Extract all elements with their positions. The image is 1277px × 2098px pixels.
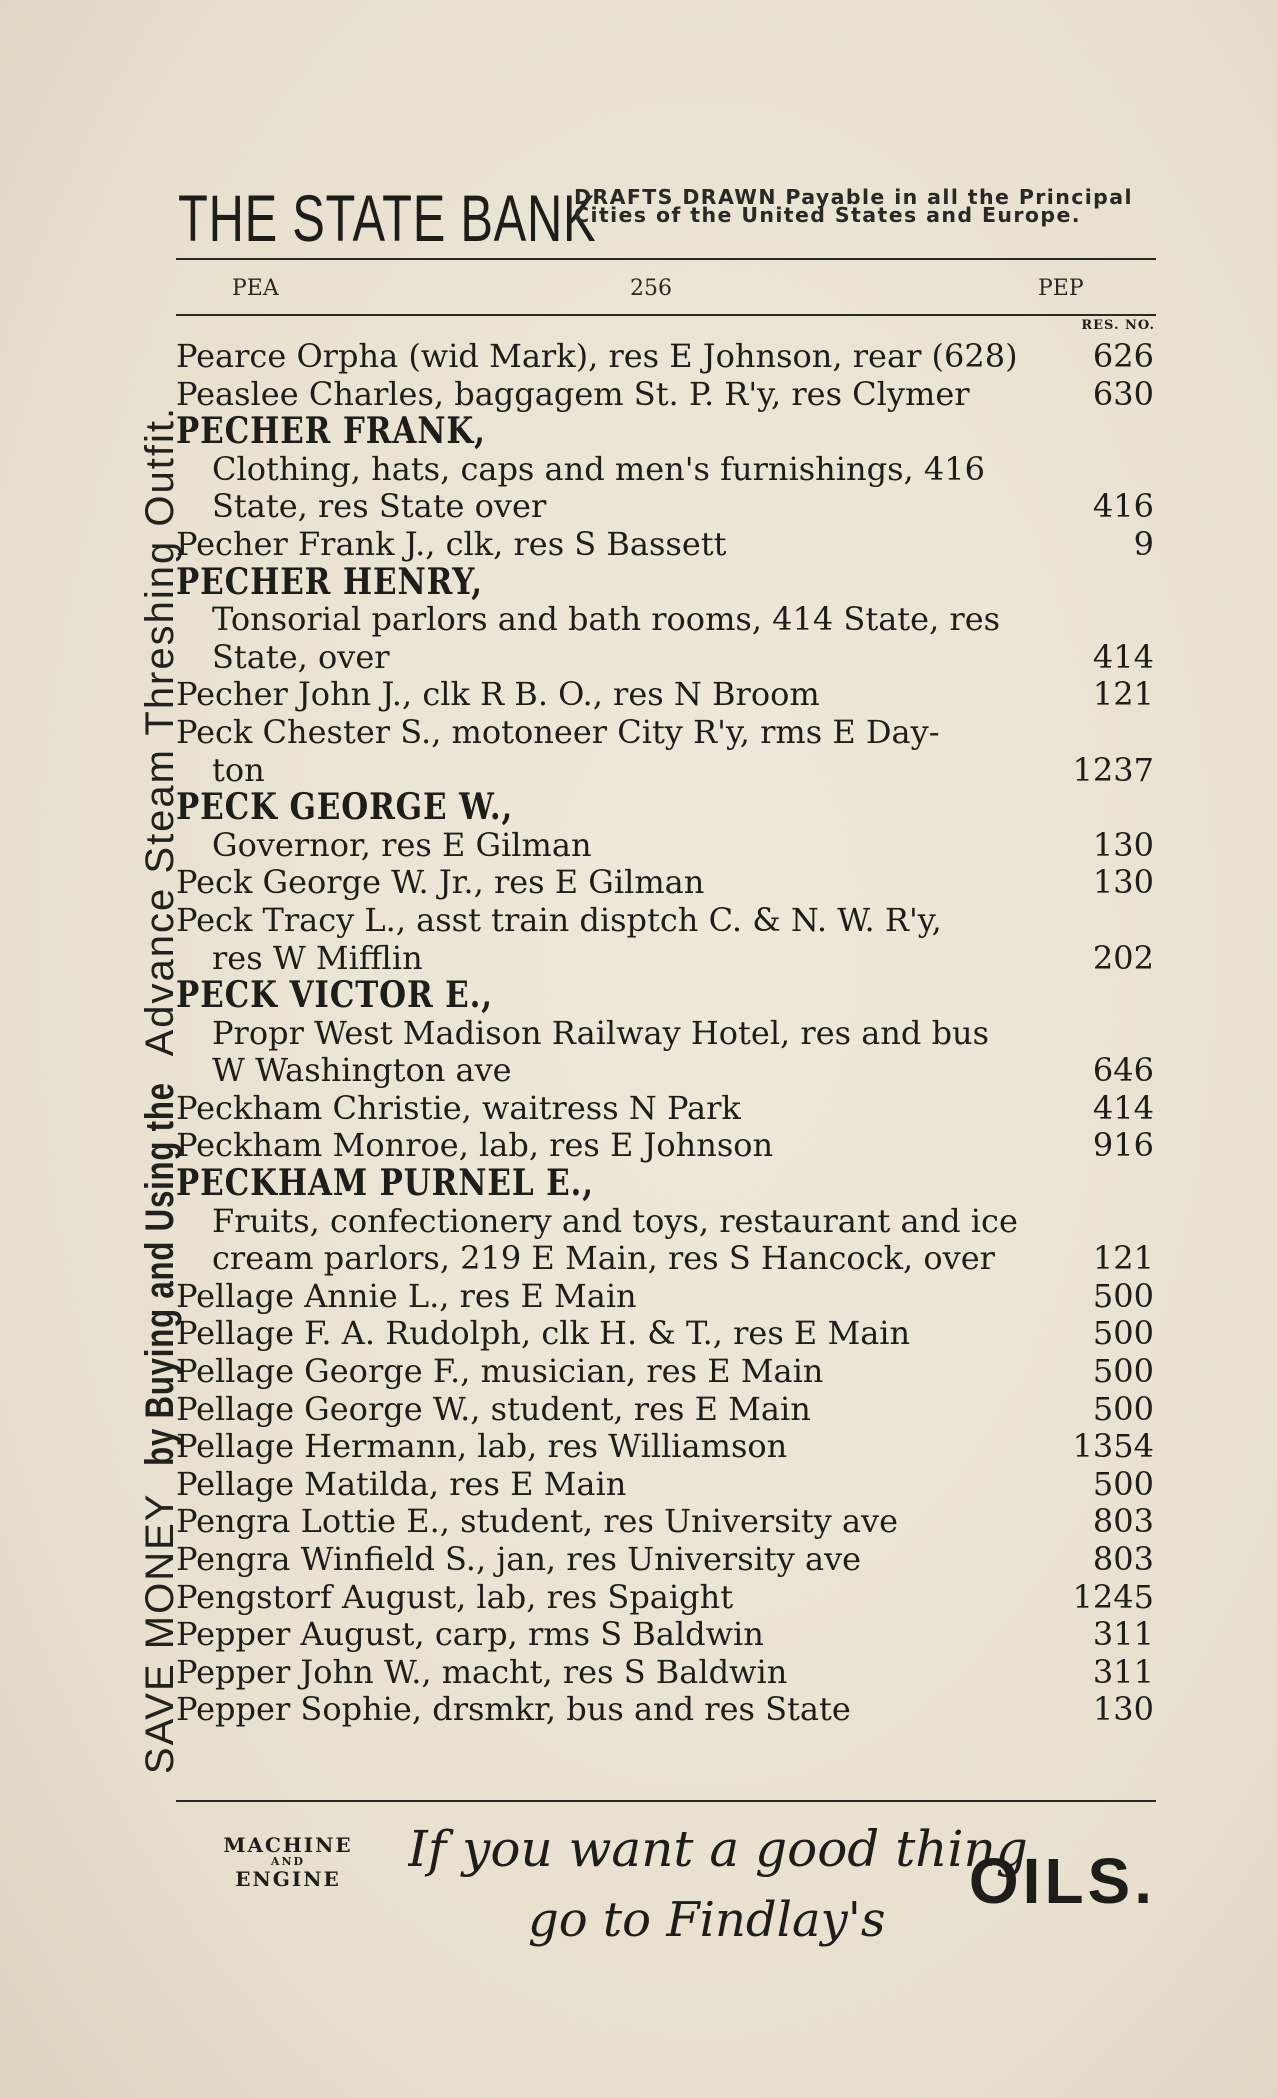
residence-number: 646 [1092,1051,1154,1090]
directory-entry [176,1503,1154,1541]
entry-text: W Washington ave [212,1051,512,1090]
page-number: 256 [630,276,672,301]
directory-entry [176,1579,1154,1617]
entry-text: Pepper John W., macht, res S Baldwin [176,1652,788,1691]
firm-name-line [176,786,1154,829]
directory-entry [176,1691,1154,1729]
firm-name: PECHER HENRY, [176,560,483,603]
firm-name: PECK GEORGE W., [176,786,514,829]
entry-line [176,1391,1154,1429]
firm-name-line [176,560,1154,603]
entry-line [176,827,1154,865]
directory-entry [176,676,1154,714]
entry-line [176,1052,1154,1090]
entry-text: Peaslee Charles, baggagem St. P. R'y, res Clymer [176,374,970,413]
entry-line [176,676,1154,714]
residence-number: 130 [1092,825,1154,864]
entry-text: Pellage Annie L., res E Main [176,1276,637,1315]
residence-number: 626 [1092,337,1154,375]
entry-text: ton [212,750,265,789]
entry-line [176,1278,1154,1316]
entry-text: Peck George W. Jr., res E Gilman [176,863,705,902]
bank-name: THE STATE BANK [178,181,597,255]
directory-entry [176,1616,1154,1654]
firm-entry [176,786,1154,864]
firm-entry [176,974,1154,1090]
entry-line [176,1203,1154,1241]
side-ad-part1: SAVE MONEY [138,1492,182,1775]
bank-advertisement: DRAFTS DRAWN Payable in all the Principal Cities of the United States and Europe. [574,185,1133,227]
directory-entry [176,1353,1154,1391]
side-ad-part2: by Buying and Using the [138,1082,182,1467]
entry-text: cream parlors, 219 E Main, res S Hancock, over [212,1239,995,1278]
oil-advertisement [178,1804,1156,1954]
entry-text: Pengra Lottie E., student, res University ave [176,1502,899,1541]
entry-line [176,864,1154,902]
firm-name: PECKHAM PURNEL E., [176,1162,594,1205]
entry-line [176,526,1154,564]
header-rule-bottom [176,314,1156,316]
entry-text: Pengstorf August, lab, res Spaight [176,1577,734,1616]
entry-text: Pecher John J., clk R B. O., res N Broom [176,675,820,714]
residence-number: 311 [1092,1652,1154,1691]
directory-entry [176,1127,1154,1165]
residence-number: 916 [1092,1126,1154,1165]
script-line-2: go to Findlay's [528,1892,886,1948]
entry-text: Peckham Christie, waitress N Park [176,1088,741,1127]
entry-line [176,451,1154,489]
directory-entry [176,1090,1154,1128]
entry-line [176,639,1154,677]
entry-text: Propr West Madison Railway Hotel, res and bus [212,1013,990,1052]
entry-line [176,1616,1154,1654]
entry-line [176,1503,1154,1541]
entry-line [176,601,1154,639]
residence-number: 130 [1092,1690,1154,1729]
entry-line [176,902,1154,940]
residence-number: 803 [1092,1540,1154,1578]
entry-text: Governor, res E Gilman [212,825,592,864]
entry-text: res W Mifflin [212,938,423,977]
entry-text: Pellage F. A. Rudolph, clk H. & T., res E Main [176,1314,911,1353]
firm-entry [176,410,1154,526]
side-ad-part3: Advance Steam Threshing Outfit. [138,405,182,1057]
firm-name: PECHER FRANK, [176,410,486,453]
entry-text: Tonsorial parlors and bath rooms, 414 State, res [212,600,1001,639]
directory-entry [176,376,1154,414]
machine-engine-label [178,1834,398,1890]
directory-entry [176,526,1154,564]
residence-number: 202 [1092,938,1154,977]
footer-rule [176,1800,1156,1802]
firm-name-line [176,974,1154,1017]
residence-number: 130 [1092,863,1154,902]
entry-line [176,1127,1154,1165]
entry-line [176,1654,1154,1692]
entry-text: Pellage George F., musician, res E Main [176,1352,824,1391]
res-no-label: RES. NO. [1081,318,1155,333]
entry-text: State, over [212,637,390,676]
residence-number: 414 [1092,1088,1154,1127]
entry-text: Peck Tracy L., asst train disptch C. & N. W. R'y, [176,900,942,939]
directory-entry [176,1278,1154,1316]
directory-entry [176,1654,1154,1692]
entry-line [176,376,1154,414]
entry-text: Pellage Matilda, res E Main [176,1464,627,1503]
residence-number: 416 [1092,487,1154,526]
left-guide-word: PEA [232,276,279,301]
residence-number: 500 [1092,1314,1154,1353]
entry-line [176,488,1154,526]
directory-entry [176,864,1154,902]
directory-entry [176,1315,1154,1353]
firm-name-line [176,410,1154,453]
entry-text: Fruits, confectionery and toys, restaurant and ice [212,1201,1018,1240]
entry-line [176,1691,1154,1729]
entry-line [176,1541,1154,1579]
directory-entries [176,338,1154,1729]
residence-number: 500 [1092,1464,1154,1503]
residence-number: 630 [1092,374,1154,413]
residence-number: 9 [1133,524,1154,563]
findlay-script-slogan [408,1804,1048,1954]
residence-number: 121 [1092,675,1154,714]
residence-number: 500 [1092,1352,1154,1391]
residence-number: 500 [1092,1276,1154,1315]
firm-name: PECK VICTOR E., [176,974,493,1017]
directory-entry [176,1466,1154,1504]
script-line-1: If you want a good thing [408,1820,1028,1878]
residence-number: 121 [1092,1239,1154,1278]
entry-line [176,1015,1154,1053]
entry-text: Peck Chester S., motoneer City R'y, rms E Day- [176,712,940,751]
oils-word: OILS. [968,1845,1156,1917]
entry-line [176,752,1154,790]
entry-line [176,1579,1154,1617]
machine-word: MACHINE [223,1833,353,1857]
residence-number: 1237 [1072,750,1154,789]
header-rule-top [176,258,1156,260]
entry-text: Clothing, hats, caps and men's furnishings, 416 [212,449,985,488]
entry-text: Pepper Sophie, drsmkr, bus and res State [176,1690,851,1729]
entry-text: State, res State over [212,487,547,526]
directory-entry [176,714,1154,789]
firm-entry [176,1162,1154,1278]
entry-line [176,1353,1154,1391]
directory-entry [176,1391,1154,1429]
residence-number: 803 [1092,1502,1154,1541]
and-word: AND [270,1855,306,1868]
residence-number: 500 [1092,1389,1154,1428]
entry-text: Pearce Orpha (wid Mark), res E Johnson, rear (628) [176,337,1018,375]
entry-line [176,1315,1154,1353]
directory-entry [176,902,1154,977]
entry-line [176,1428,1154,1466]
entry-text: Pepper August, carp, rms S Baldwin [176,1615,764,1654]
residence-number: 311 [1092,1615,1154,1654]
entry-text: Pellage George W., student, res E Main [176,1389,811,1428]
right-guide-word: PEP [1038,276,1084,301]
bank-header [178,180,1156,262]
directory-entry [176,1541,1154,1579]
entry-line [176,714,1154,752]
entry-text: Pengra Winfield S., jan, res University ave [176,1540,862,1578]
entry-line [176,1240,1154,1278]
engine-word: ENGINE [235,1867,341,1891]
entry-line [176,1466,1154,1504]
firm-name-line [176,1162,1154,1205]
entry-text: Pellage Hermann, lab, res Williamson [176,1427,788,1466]
residence-number: 414 [1092,637,1154,676]
firm-entry [176,560,1154,677]
entry-text: Peckham Monroe, lab, res E Johnson [176,1126,774,1165]
residence-number: 1245 [1072,1577,1154,1616]
directory-entry [176,338,1154,376]
entry-line [176,1090,1154,1128]
entry-line [176,940,1154,978]
directory-entry [176,1428,1154,1466]
residence-number: 1354 [1072,1427,1154,1466]
entry-text: Pecher Frank J., clk, res S Bassett [176,524,727,563]
entry-line [176,338,1154,376]
